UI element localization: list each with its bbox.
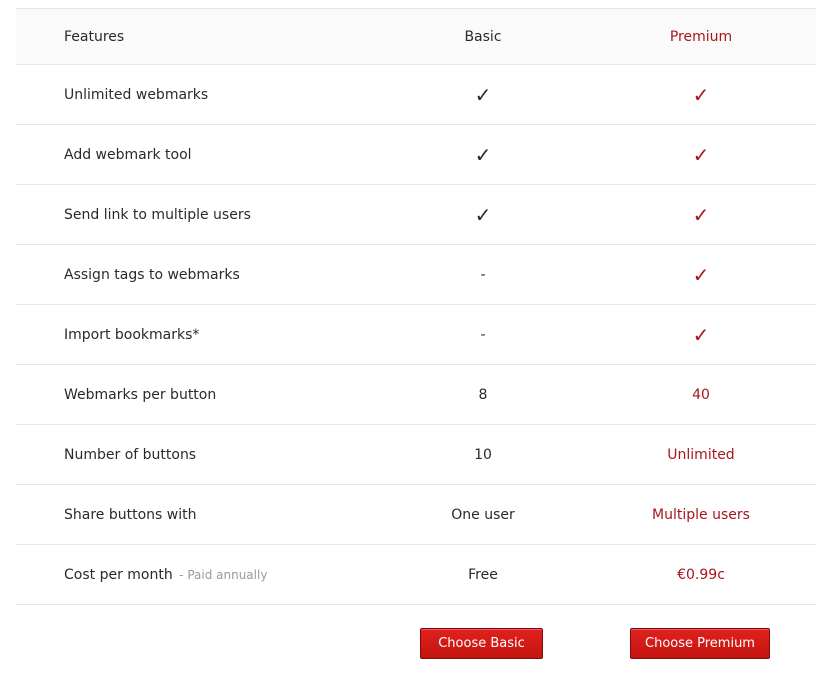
header-features: Features xyxy=(64,28,125,45)
feature-label: Add webmark tool xyxy=(64,146,192,163)
premium-value: €0.99c xyxy=(677,566,725,583)
table-row xyxy=(16,185,816,245)
basic-value: One user xyxy=(451,506,515,523)
table-row xyxy=(16,365,816,425)
choose-basic-button[interactable]: Choose Basic xyxy=(420,628,543,659)
basic-value: 10 xyxy=(474,446,492,463)
choose-premium-button[interactable]: Choose Premium xyxy=(630,628,770,659)
check-icon: ✓ xyxy=(692,82,710,107)
table-row xyxy=(16,545,816,605)
check-icon: ✓ xyxy=(474,82,492,107)
basic-value: 8 xyxy=(478,386,488,403)
feature-cell xyxy=(64,567,267,583)
feature-label: Unlimited webmarks xyxy=(64,86,209,103)
feature-label: Import bookmarks* xyxy=(64,326,200,343)
table-row xyxy=(16,125,816,185)
check-icon: ✓ xyxy=(692,262,710,287)
basic-value: - xyxy=(480,266,486,283)
feature-label: Send link to multiple users xyxy=(64,206,251,223)
feature-label: Number of buttons xyxy=(64,446,197,463)
feature-label: Webmarks per button xyxy=(64,386,217,403)
table-row xyxy=(16,485,816,545)
check-icon: ✓ xyxy=(692,202,710,227)
check-icon: ✓ xyxy=(474,142,492,167)
basic-value: Free xyxy=(468,566,498,583)
check-icon: ✓ xyxy=(692,142,710,167)
header-basic: Basic xyxy=(464,28,502,45)
table-row xyxy=(16,65,816,125)
table-row xyxy=(16,245,816,305)
comparison-table xyxy=(16,8,816,605)
table-header xyxy=(16,9,816,65)
premium-value: Unlimited xyxy=(667,446,735,463)
premium-value: Multiple users xyxy=(652,506,750,523)
check-icon: ✓ xyxy=(474,202,492,227)
header-premium: Premium xyxy=(669,28,733,45)
feature-label: Assign tags to webmarks xyxy=(64,266,240,283)
premium-value: 40 xyxy=(692,386,710,403)
plan-buttons xyxy=(16,604,816,680)
billing-note: - Paid annually xyxy=(179,567,268,582)
feature-label: Share buttons with xyxy=(64,506,197,523)
feature-label: Cost per month xyxy=(64,566,173,583)
table-row xyxy=(16,305,816,365)
basic-value: - xyxy=(480,326,486,343)
table-row xyxy=(16,425,816,485)
check-icon: ✓ xyxy=(692,322,710,347)
